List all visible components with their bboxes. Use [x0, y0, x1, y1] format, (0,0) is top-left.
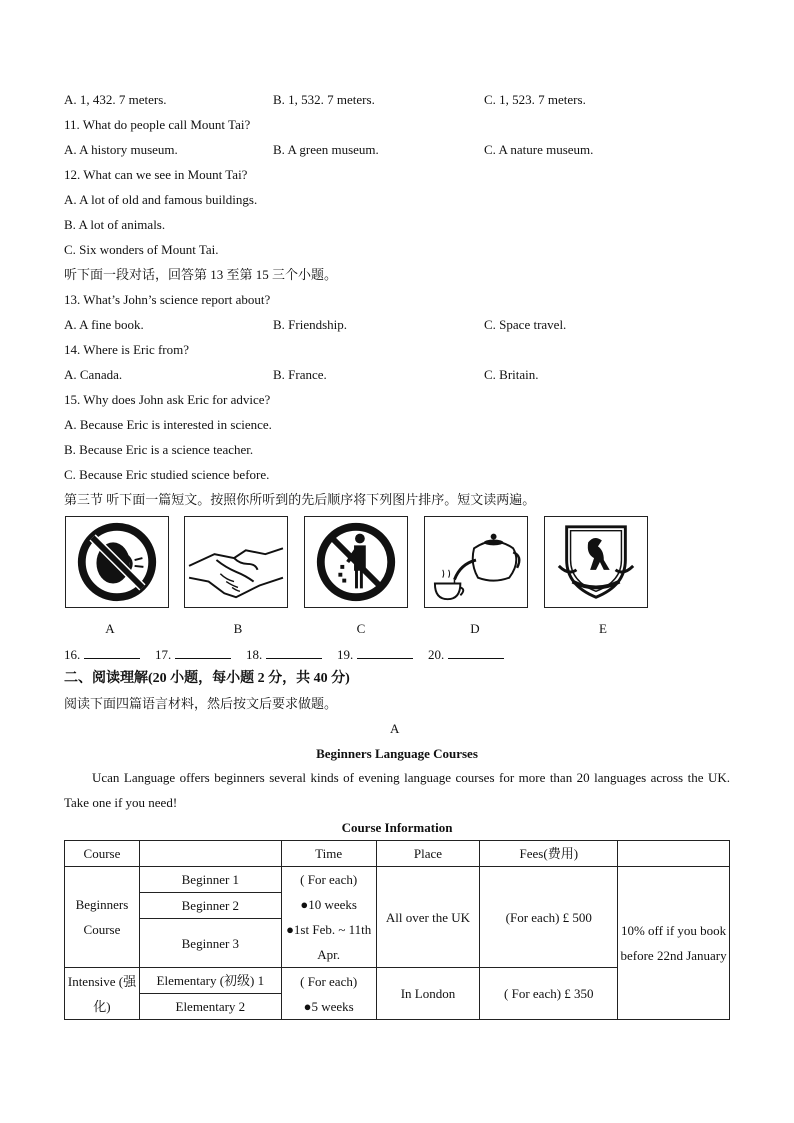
cell-beginner-1: Beginner 1 — [139, 867, 281, 893]
picture-label-b: B — [233, 621, 243, 636]
passage-body: Ucan Language offers beginners several kinds of evening language courses for more than 20 languages across the UK. Take one if you need! — [64, 770, 730, 810]
blank-18-label: 18. — [246, 647, 263, 662]
answer-blank-20[interactable] — [428, 646, 504, 663]
picture-label-c: C — [356, 621, 366, 636]
beginners-time-line2: ●10 weeks — [300, 897, 357, 912]
q12-option-c: C. Six wonders of Mount Tai. — [64, 242, 219, 257]
q11-option-a: A. A history museum. — [64, 142, 178, 157]
header-fees: Fees(费用) — [480, 841, 618, 867]
cell-beginner-2: Beginner 2 — [139, 893, 281, 919]
q10-option-b: B. 1, 532. 7 meters. — [273, 92, 375, 107]
picture-label-e: E — [599, 621, 607, 636]
picture-label-a: A — [105, 621, 115, 636]
intensive-time-line1: ( For each) — [300, 973, 358, 989]
header-course: Course — [65, 841, 140, 867]
cell-intensive-time — [281, 968, 376, 1020]
part2-title: 二、阅读理解(20 小题，每小题 2 分，共 40 分) — [64, 671, 350, 686]
q13-option-c: C. Space travel. — [484, 317, 567, 332]
blank-19-label: 19. — [337, 647, 354, 662]
instruction-13-15: 听下面一段对话，回答第 13 至第 15 三个小题。 — [64, 267, 338, 282]
q15-option-a: A. Because Eric is interested in science. — [64, 417, 272, 432]
answer-blank-16[interactable] — [64, 646, 140, 663]
answer-blank-17[interactable] — [155, 646, 231, 663]
cell-beginners-place: All over the UK — [376, 867, 480, 968]
cell-beginners-course: Beginners Course — [65, 867, 140, 968]
q12-option-b: B. A lot of animals. — [64, 217, 166, 232]
q13-option-b: B. Friendship. — [273, 317, 348, 332]
picture-no-talking-icon — [65, 516, 169, 608]
q11-option-c: C. A nature museum. — [484, 142, 594, 157]
header-place: Place — [376, 841, 480, 867]
table-header-row — [65, 841, 730, 867]
q11-question: 11. What do people call Mount Tai? — [64, 117, 251, 132]
header-time: Time — [281, 841, 376, 867]
table-row — [65, 867, 730, 893]
passage-title: Beginners Language Courses — [316, 746, 478, 761]
passage-letter: A — [390, 721, 400, 736]
cell-elementary-1: Elementary (初级) 1 — [139, 968, 281, 994]
header-discount-empty — [618, 841, 730, 867]
q13-question: 13. What’s John’s science report about? — [64, 292, 271, 307]
cell-beginners-fee: (For each) £ 500 — [480, 867, 618, 968]
intensive-time-line2: ●5 weeks — [303, 998, 354, 1014]
q15-option-c: C. Because Eric studied science before. — [64, 467, 270, 482]
q15-option-b: B. Because Eric is a science teacher. — [64, 442, 254, 457]
beginners-time-line3: ●1st Feb. ~ 11th Apr. — [286, 922, 372, 962]
section3-instruction: 第三节 听下面一篇短文。按照你所听到的先后顺序将下列图片排序。短文读两遍。 — [64, 492, 536, 507]
cell-beginners-time — [281, 867, 376, 968]
blank-20-label: 20. — [428, 647, 445, 662]
cell-intensive-place: In London — [376, 968, 480, 1020]
beginners-time-line1: ( For each) — [300, 872, 358, 887]
answer-blank-18[interactable] — [246, 646, 322, 663]
picture-label-d: D — [470, 621, 480, 636]
cell-discount: 10% off if you book before 22nd January — [618, 867, 730, 1020]
picture-teapot-cup-icon — [424, 516, 528, 608]
cell-intensive-course: Intensive (强化) — [65, 968, 140, 1020]
q11-option-b: B. A green museum. — [273, 142, 379, 157]
course-info-table — [64, 840, 730, 1020]
blank-17-label: 17. — [155, 647, 172, 662]
q10-option-c: C. 1, 523. 7 meters. — [484, 92, 586, 107]
q15-question: 15. Why does John ask Eric for advice? — [64, 392, 271, 407]
q12-question: 12. What can we see in Mount Tai? — [64, 167, 248, 182]
header-empty — [139, 841, 281, 867]
picture-handshake-icon — [184, 516, 288, 608]
answer-blank-19[interactable] — [337, 646, 413, 663]
q14-option-c: C. Britain. — [484, 367, 539, 382]
cell-elementary-2: Elementary 2 — [139, 994, 281, 1020]
cell-beginner-3: Beginner 3 — [139, 919, 281, 968]
picture-club-crest-icon — [544, 516, 648, 608]
q12-option-a: A. A lot of old and famous buildings. — [64, 192, 258, 207]
picture-no-littering-icon — [304, 516, 408, 608]
part2-instruction: 阅读下面四篇语言材料，然后按文后要求做题。 — [64, 696, 338, 711]
q14-option-b: B. France. — [273, 367, 327, 382]
q13-option-a: A. A fine book. — [64, 317, 144, 332]
cell-intensive-fee: ( For each) £ 350 — [480, 968, 618, 1020]
blank-16-label: 16. — [64, 647, 81, 662]
q10-option-a: A. 1, 432. 7 meters. — [64, 92, 167, 107]
q14-option-a: A. Canada. — [64, 367, 123, 382]
q14-question: 14. Where is Eric from? — [64, 342, 190, 357]
table-title: Course Information — [341, 820, 453, 835]
